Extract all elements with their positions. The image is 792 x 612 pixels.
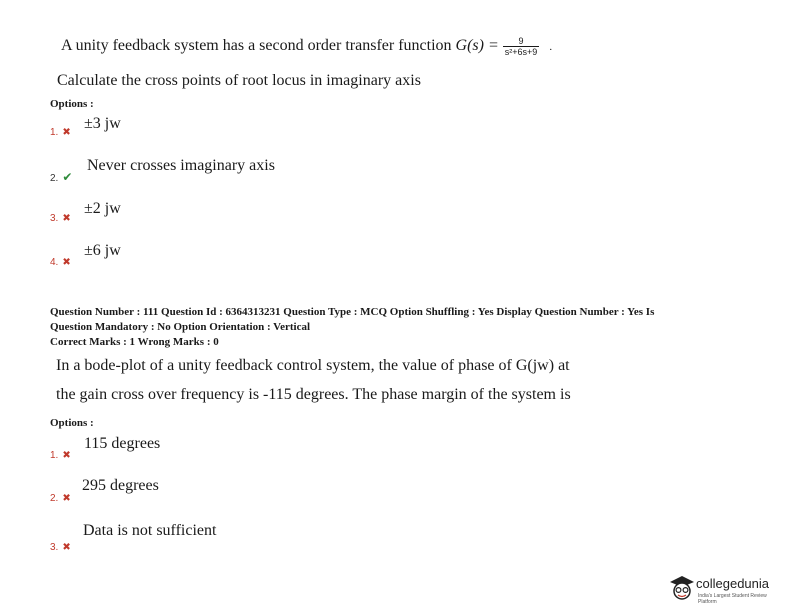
q1-option-1[interactable] [50,122,71,140]
cross-icon: ✖ [62,127,71,138]
q2-option-2-text: 295 degrees [82,477,159,494]
q2-options-label: Options : [50,417,94,429]
q1-frac-num: 9 [503,36,540,47]
q2-option-3[interactable] [50,537,71,555]
option-number: 3. [50,542,59,553]
question-meta-line2: Question Mandatory : No Option Orientation : Vertical [50,321,311,333]
q1-fraction [503,36,540,57]
collegedunia-logo [668,574,784,604]
cross-icon: ✖ [62,450,71,461]
question-meta-line3: Correct Marks : 1 Wrong Marks : 0 [50,336,219,348]
q2-option-1[interactable] [50,445,71,463]
graduate-mascot-icon [668,574,696,604]
q1-statement [61,36,552,57]
cross-icon: ✖ [62,257,71,268]
cross-icon: ✖ [62,542,71,553]
q1-frac-den: s²+6s+9 [504,47,538,57]
q2-line2: the gain cross over frequency is -115 degrees. The phase margin of the system is [56,386,571,403]
q1-option-2-text: Never crosses imaginary axis [87,157,275,174]
check-icon: ✔ [62,170,73,184]
q1-option-3-text: ±2 jw [84,200,121,217]
q1-text: A unity feedback system has a second order transfer function [61,37,456,55]
q1-option-3[interactable] [50,208,71,226]
option-number: 1. [50,127,59,138]
cross-icon: ✖ [62,213,71,224]
option-number: 1. [50,450,59,461]
q2-option-1-text: 115 degrees [84,435,161,452]
option-number: 2. [50,173,59,184]
q2-option-3-text: Data is not sufficient [83,522,217,539]
option-number: 2. [50,493,59,504]
q1-line2: Calculate the cross points of root locus in imaginary axis [57,72,421,89]
q2-line1: In a bode-plot of a unity feedback control system, the value of phase of G(jw) at [56,357,570,374]
question-meta-line1: Question Number : 111 Question Id : 6364313231 Question Type : MCQ Option Shuffling : Yes Display Question Number : Yes Is [50,306,655,318]
q1-option-1-text: ±3 jw [84,115,121,132]
option-number: 4. [50,257,59,268]
option-number: 3. [50,213,59,224]
q1-option-2[interactable] [50,168,72,186]
cross-icon: ✖ [62,493,71,504]
q1-gs-label: G(s) = [455,37,499,55]
q1-options-label: Options : [50,98,94,110]
q1-option-4[interactable] [50,252,71,270]
q1-option-4-text: ±6 jw [84,242,121,259]
logo-name: collegedunia [696,576,770,591]
q1-trailing: . [549,41,553,54]
q2-option-2[interactable] [50,488,71,506]
logo-tagline: India's Largest Student Review Platform [698,593,767,605]
